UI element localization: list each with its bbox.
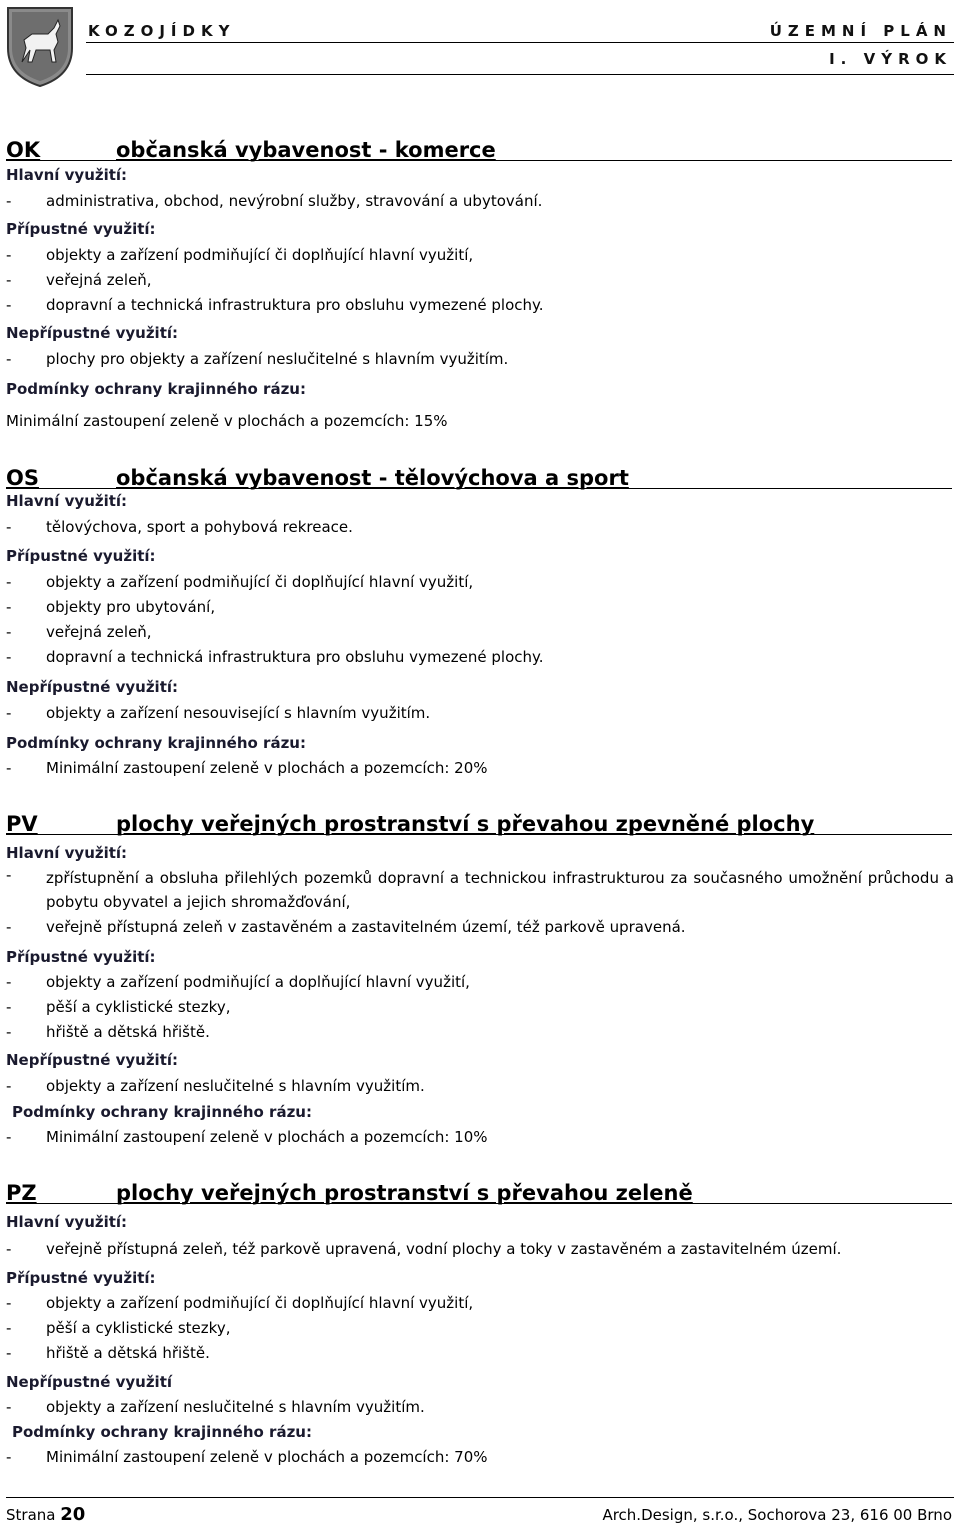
section-code: OS	[6, 466, 39, 490]
permitted-use-label: Přípustné využití:	[6, 948, 156, 966]
conditions-label: Podmínky ochrany krajinného rázu:	[12, 1103, 312, 1121]
prohibited-use-label: Nepřípustné využití:	[6, 1051, 179, 1069]
section-title: občanská vybavenost - tělovýchova a sport	[116, 466, 629, 490]
page-number	[6, 1504, 85, 1525]
company-address: Arch.Design, s.r.o., Sochorova 23, 616 00 Brno	[602, 1506, 952, 1524]
conditions-label: Podmínky ochrany krajinného rázu:	[6, 734, 306, 752]
prohibited-use-label: Nepřípustné využití	[6, 1373, 173, 1391]
section-header-pz	[6, 1175, 952, 1204]
section-header-os	[6, 460, 952, 489]
main-use-label: Hlavní využití:	[6, 166, 128, 184]
section-title: občanská vybavenost - komerce	[116, 138, 496, 162]
header-rule-lower	[86, 74, 954, 75]
plan-title: ÚZEMNÍ PLÁN	[769, 22, 952, 40]
main-use-label: Hlavní využití:	[6, 844, 128, 862]
prohibited-use-label: Nepřípustné využití:	[6, 324, 179, 342]
page-header	[0, 0, 960, 90]
main-use-label: Hlavní využití:	[6, 1213, 128, 1231]
document-part: I. VÝROK	[829, 50, 952, 68]
town-name: KOZOJÍDKY	[88, 22, 236, 40]
goat-crest-icon	[4, 4, 76, 88]
permitted-use-label: Přípustné využití:	[6, 547, 156, 565]
header-rule	[86, 42, 954, 43]
permitted-use-label: Přípustné využití:	[6, 220, 156, 238]
page-number-value: 20	[60, 1504, 86, 1525]
section-title: plochy veřejných prostranství s převahou zpevněné plochy	[116, 812, 815, 836]
conditions-text: Minimální zastoupení zeleně v plochách a pozemcích: 15%	[6, 412, 448, 430]
conditions-label: Podmínky ochrany krajinného rázu:	[6, 380, 306, 398]
page-label: Strana	[6, 1506, 56, 1524]
section-code: OK	[6, 138, 41, 162]
section-header-ok	[6, 132, 952, 161]
section-header-pv	[6, 806, 952, 835]
conditions-label: Podmínky ochrany krajinného rázu:	[12, 1423, 312, 1441]
section-code: PV	[6, 812, 38, 836]
section-code: PZ	[6, 1181, 37, 1205]
footer-rule	[6, 1497, 954, 1498]
section-title: plochy veřejných prostranství s převahou zeleně	[116, 1181, 693, 1205]
main-use-label: Hlavní využití:	[6, 492, 128, 510]
permitted-use-label: Přípustné využití:	[6, 1269, 156, 1287]
prohibited-use-label: Nepřípustné využití:	[6, 678, 179, 696]
